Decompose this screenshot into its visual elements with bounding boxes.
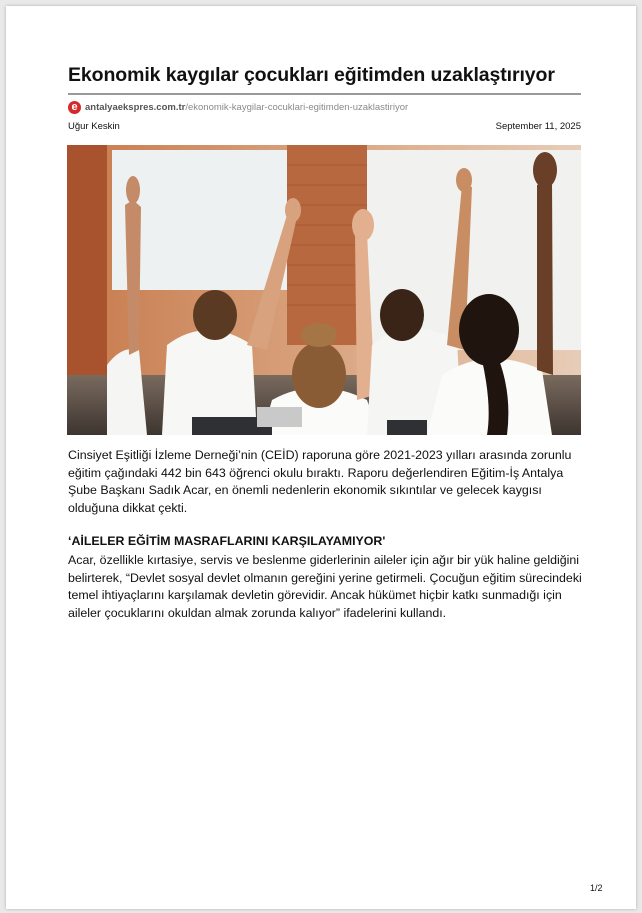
source-line[interactable]: [68, 99, 583, 115]
article-title: Ekonomik kaygılar çocukları eğitimden uzaklaştırıyor: [68, 64, 555, 86]
site-logo-icon: e: [68, 101, 81, 114]
paragraph-1: Cinsiyet Eşitliği İzleme Derneği’nin (CEİD) raporuna göre 2021-2023 yılları arasında zorunlu eğitim çağındaki 442 bin 643 öğrenci okulu bıraktı. Raporu değerlendiren Eğitim-İş Antalya Şube Başkanı Sadık Acar, en önemli nedenlerin ekonomik sıkıntılar ve gelecek kaygısı olduğuna dikkat çekti.: [68, 448, 572, 515]
paragraph-2: Acar, özellikle kırtasiye, servis ve beslenme giderlerinin aileler için ağır bir yük haline geldiğini belirterek, “Devlet sosyal devlet olmanın gereğini yerine getirmeli. Çocuğun eğitim sürecindeki temel ihtiyaçlarını karşılamak devletin görevidir. Ancak hükümet hiçbir katkı sunmadığı için aileler çocuklarını okuldan almak zorunda kalıyor” ifadelerini kullandı.: [68, 553, 582, 620]
source-path[interactable]: /ekonomik-kaygilar-cocuklari-egitimden-uzaklastiriyor: [185, 101, 409, 113]
article-meta: [68, 121, 581, 132]
classroom-photo: [67, 145, 581, 435]
section-heading: ‘AİLELER EĞİTİM MASRAFLARINI KARŞILAYAMIYOR': [68, 534, 386, 548]
publish-date: September 11, 2025: [495, 121, 581, 132]
source-domain[interactable]: antalyaekspres.com.tr: [85, 101, 186, 113]
page-number: 1/2: [590, 883, 603, 893]
author-name: Uğur Keskin: [68, 121, 120, 132]
title-divider: [68, 93, 581, 95]
document-page: [6, 6, 636, 909]
